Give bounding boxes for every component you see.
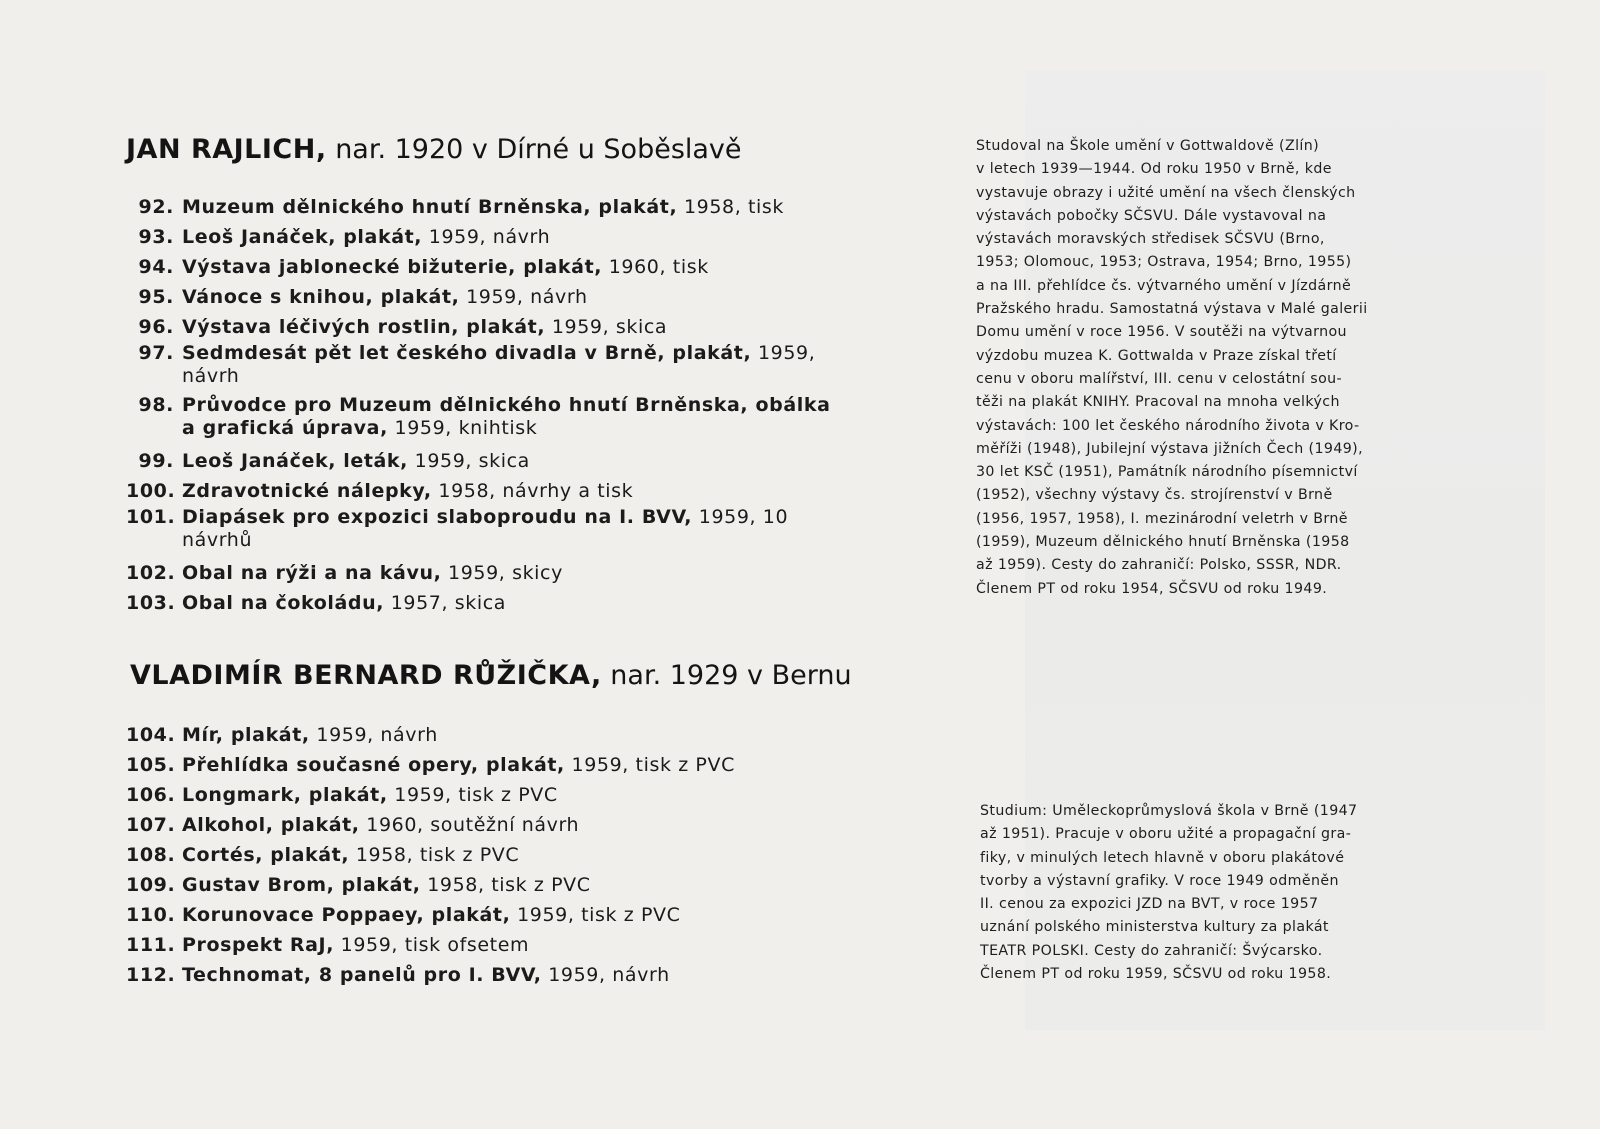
- work-item: [126, 840, 846, 870]
- work-number: 94.: [138, 256, 174, 278]
- work-detail: 1959, tisk z PVC: [571, 754, 735, 776]
- work-number: 96.: [138, 316, 174, 338]
- work-number: 93.: [138, 226, 174, 248]
- artist-birth-info: nar. 1929 v Bernu: [610, 660, 852, 691]
- work-title: Vánoce s knihou, plakát,: [182, 286, 460, 308]
- artist-name: VLADIMÍR BERNARD RŮŽIČKA,: [130, 660, 602, 691]
- work-number: 112.: [126, 964, 176, 986]
- work-item: [126, 780, 846, 810]
- work-item: [126, 810, 846, 840]
- work-item: [126, 900, 846, 930]
- work-item: [126, 394, 846, 446]
- work-title: Muzeum dělnického hnutí Brněnska, plakát,: [182, 196, 678, 218]
- work-title: Obal na rýži a na kávu,: [182, 562, 442, 584]
- work-item: [126, 222, 846, 252]
- work-detail: 1960, soutěžní návrh: [366, 814, 580, 836]
- work-title: Prospekt RaJ,: [182, 934, 335, 956]
- work-item: [126, 720, 846, 750]
- work-number: 92.: [138, 196, 174, 218]
- work-item: [126, 960, 846, 990]
- work-title: Obal na čokoládu,: [182, 592, 385, 614]
- work-title: Alkohol, plakát,: [182, 814, 360, 836]
- work-item: [126, 930, 846, 960]
- work-number: 98.: [138, 394, 174, 416]
- work-detail: 1958, tisk z PVC: [355, 844, 520, 866]
- work-title: Leoš Janáček, plakát,: [182, 226, 423, 248]
- work-detail: 1959, skica: [414, 450, 530, 472]
- work-item: [126, 312, 846, 342]
- work-detail: 1959, návrh: [428, 226, 551, 248]
- work-title: Cortés, plakát,: [182, 844, 350, 866]
- work-number: 108.: [126, 844, 176, 866]
- work-detail: 1959, návrh: [466, 286, 588, 308]
- work-title: Leoš Janáček, leták,: [182, 450, 408, 472]
- work-title: Zdravotnické nálepky,: [182, 480, 432, 502]
- work-detail: 1959, skica: [551, 316, 668, 338]
- work-number: 104.: [126, 724, 176, 746]
- work-item: [126, 476, 846, 506]
- work-detail: 1959, tisk ofsetem: [340, 934, 530, 956]
- work-number: 103.: [126, 592, 176, 614]
- work-number: 95.: [138, 286, 174, 308]
- work-detail: 1959, tisk z PVC: [517, 904, 681, 926]
- work-item: [126, 192, 846, 222]
- work-number: 102.: [126, 562, 176, 584]
- work-detail: 1957, skica: [390, 592, 506, 614]
- work-number: 105.: [126, 754, 176, 776]
- work-item: [126, 446, 846, 476]
- work-title: Technomat, 8 panelů pro I. BVV,: [182, 964, 542, 986]
- work-title: Výstava jablonecké bižuterie, plakát,: [182, 256, 603, 278]
- work-detail: 1959, knihtisk: [394, 417, 538, 439]
- work-item: [126, 750, 846, 780]
- work-number: 109.: [126, 874, 176, 896]
- work-detail: 1959, skicy: [448, 562, 563, 584]
- work-item: [126, 252, 846, 282]
- work-number: 99.: [138, 450, 174, 472]
- works-list: [126, 192, 846, 618]
- work-detail: 1959, návrh: [548, 964, 670, 986]
- work-item: [126, 558, 846, 588]
- work-number: 110.: [126, 904, 176, 926]
- works-list: [126, 720, 846, 990]
- work-title: Longmark, plakát,: [182, 784, 388, 806]
- artist-birth-info: nar. 1920 v Dírné u Soběslavě: [335, 134, 742, 165]
- work-number: 107.: [126, 814, 176, 836]
- work-title: Korunovace Poppaey, plakát,: [182, 904, 511, 926]
- work-detail: 1959, návrh: [316, 724, 438, 746]
- work-number: 97.: [138, 342, 174, 364]
- work-detail: 1959, návrh: [182, 342, 816, 387]
- work-title: Diapásek pro expozici slaboproudu na I. BVV,: [182, 506, 693, 528]
- work-number: 101.: [126, 506, 176, 528]
- work-number: 111.: [126, 934, 176, 956]
- artist-heading: [130, 660, 852, 691]
- artist-name: JAN RAJLICH,: [126, 134, 327, 165]
- work-title: Sedmdesát pět let českého divadla v Brně, plakát,: [182, 342, 752, 364]
- work-number: 100.: [126, 480, 176, 502]
- work-detail: 1958, tisk z PVC: [427, 874, 591, 896]
- work-item: [126, 870, 846, 900]
- work-detail: 1959, 10 návrhů: [182, 506, 789, 551]
- artist-heading: [126, 134, 742, 165]
- artist-biography: Studoval na Škole umění v Gottwaldově (Zlín) v letech 1939—1944. Od roku 1950 v Brně, kde vystavuje obrazy i užité umění na všech členských výstavách pobočky SČSVU. Dále vystavoval na výstavách moravských středisek SČSVU (Brno, 1953; Olomouc, 1953; Ostrava, 1954; Brno, 1955) a na III. přehlídce čs. výtvarného umění v Jízdárně Pražského hradu. Samostatná výstava v Malé galerii Domu umění v roce 1956. V soutěži na výtvarnou výzdobu muzea K. Gottwalda v Praze získal třetí cenu v oboru malířství, III. cenu v celostátní sou- těži na plakát KNIHY. Pracoval na mnoha velkých výstavách: 100 let českého národního života v Kro- měříži (1948), Jubilejní výstava jižních Čech (1949), 30 let KSČ (1951), Památník národního písemnictví (1952), všechny výstavy čs. strojírenství v Brně (1956, 1957, 1958), I. mezinárodní veletrh v Brně (1959), Muzeum dělnického hnutí Brněnska (1958 až 1959). Cesty do zahraničí: Polsko, SSSR, NDR. Členem PT od roku 1954, SČSVU od roku 1949.: [976, 138, 1368, 597]
- work-number: 106.: [126, 784, 176, 806]
- work-item: [126, 506, 846, 558]
- work-title: Mír, plakát,: [182, 724, 310, 746]
- work-detail: 1959, tisk z PVC: [394, 784, 558, 806]
- work-title: Výstava léčivých rostlin, plakát,: [182, 316, 546, 338]
- work-item: [126, 588, 846, 618]
- artist-biography: Studium: Uměleckoprůmyslová škola v Brně (1947 až 1951). Pracuje v oboru užité a propagační gra- fiky, v minulých letech hlavně v oboru plakátové tvorby a výstavní grafiky. V roce 1949 odměněn II. cenou za expozici JZD na BVT, v roce 1957 uznání polského ministerstva kultury za plakát TEATR POLSKI. Cesty do zahraničí: Švýcarsko. Členem PT od roku 1959, SČSVU od roku 1958.: [980, 803, 1358, 983]
- work-title: Průvodce pro Muzeum dělnického hnutí Brněnska, obálka a grafická úprava,: [182, 394, 831, 439]
- work-item: [126, 282, 846, 312]
- work-detail: 1960, tisk: [608, 256, 709, 278]
- work-detail: 1958, tisk: [683, 196, 785, 218]
- work-title: Přehlídka současné opery, plakát,: [182, 754, 565, 776]
- work-detail: 1958, návrhy a tisk: [438, 480, 634, 502]
- work-title: Gustav Brom, plakát,: [182, 874, 421, 896]
- work-item: [126, 342, 846, 394]
